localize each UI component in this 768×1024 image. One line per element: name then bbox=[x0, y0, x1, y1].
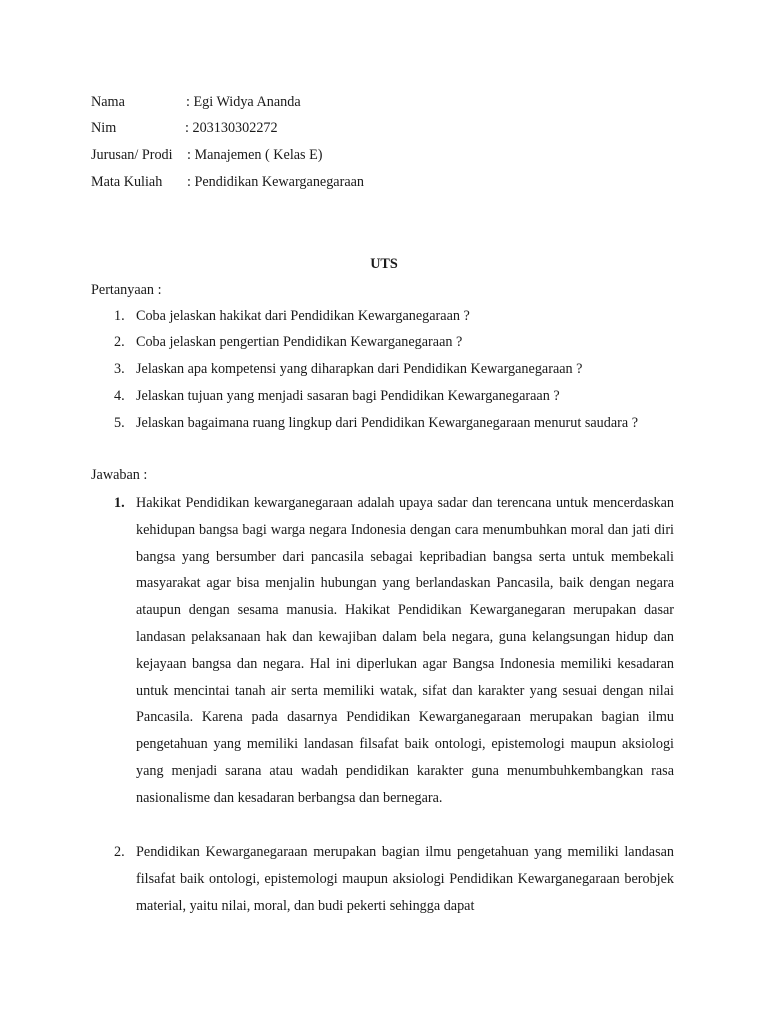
info-value: : Pendidikan Kewarganegaraan bbox=[187, 174, 365, 190]
question-number: 5. bbox=[114, 415, 125, 431]
question-text: Coba jelaskan hakikat dari Pendidikan Kewarganegaraan ? bbox=[136, 308, 470, 324]
answer-number: 2. bbox=[114, 844, 125, 860]
info-value: : Manajemen ( Kelas E) bbox=[187, 147, 323, 163]
question-text: Jelaskan apa kompetensi yang diharapkan dari Pendidikan Kewarganegaraan ? bbox=[136, 361, 583, 377]
answers-heading: Jawaban : bbox=[91, 467, 148, 483]
info-label: Nama bbox=[91, 94, 125, 110]
answer-number: 1. bbox=[114, 495, 125, 511]
questions-heading: Pertanyaan : bbox=[91, 282, 162, 298]
question-number: 3. bbox=[114, 361, 125, 377]
question-text: Jelaskan tujuan yang menjadi sasaran bagi Pendidikan Kewarganegaraan ? bbox=[136, 388, 560, 404]
info-label: Nim bbox=[91, 120, 117, 136]
question-text: Coba jelaskan pengertian Pendidikan Kewarganegaraan ? bbox=[136, 334, 463, 350]
info-value: : Egi Widya Ananda bbox=[186, 94, 301, 110]
answer-item bbox=[114, 490, 674, 812]
info-value: : 203130302272 bbox=[185, 120, 278, 136]
document-title: UTS bbox=[370, 256, 398, 272]
answer-text: Hakikat Pendidikan kewarganegaraan adalah upaya sadar dan terencana untuk mencerdaskan kehidupan bangsa bagi warga negara Indonesia dengan cara menumbuhkan moral dan jati diri bangsa yang bersumber dari pancasila sebagai kepribadian bangsa serta untuk membekali masyarakat agar bisa menjalin hubungan yang berlandaskan Pancasila, baik dengan negara ataupun dengan sesama manusia. Hakikat Pendidikan Kewarganegaran merupakan dasar landasan pelaksanaan hak dan kewajiban dalam bela negara, guna kelangsungan hidup dan kejayaan bangsa dan negara. Hal ini diperlukan agar Bangsa Indonesia memiliki kesadaran untuk mencintai tanah air serta memiliki watak, sifat dan karakter yang sesuai dengan nilai Pancasila. Karena pada dasarnya Pendidikan Kewarganegaraan merupakan bagian ilmu pengetahuan yang memiliki landasan filsafat baik ontologi, epistemologi maupun aksiologi yang menjadi sarana atau wadah pendidikan karakter guna menumbuhkembangkan rasa nasionalisme dan kesadaran berbangsa dan bernegara. bbox=[136, 495, 674, 806]
question-number: 2. bbox=[114, 334, 125, 350]
question-number: 1. bbox=[114, 308, 125, 324]
answer-text: Pendidikan Kewarganegaraan merupakan bagian ilmu pengetahuan yang memiliki landasan filsafat baik ontologi, epistemologi maupun aksiologi Pendidikan Kewarganegaraan berobjek material, yaitu nilai, moral, dan budi pekerti sehingga dapat bbox=[136, 844, 674, 914]
question-number: 4. bbox=[114, 388, 125, 404]
info-label: Mata Kuliah bbox=[91, 174, 163, 190]
question-text: Jelaskan bagaimana ruang lingkup dari Pendidikan Kewarganegaraan menurut saudara ? bbox=[136, 415, 639, 431]
info-label: Jurusan/ Prodi bbox=[91, 147, 173, 163]
answer-item bbox=[114, 839, 674, 919]
